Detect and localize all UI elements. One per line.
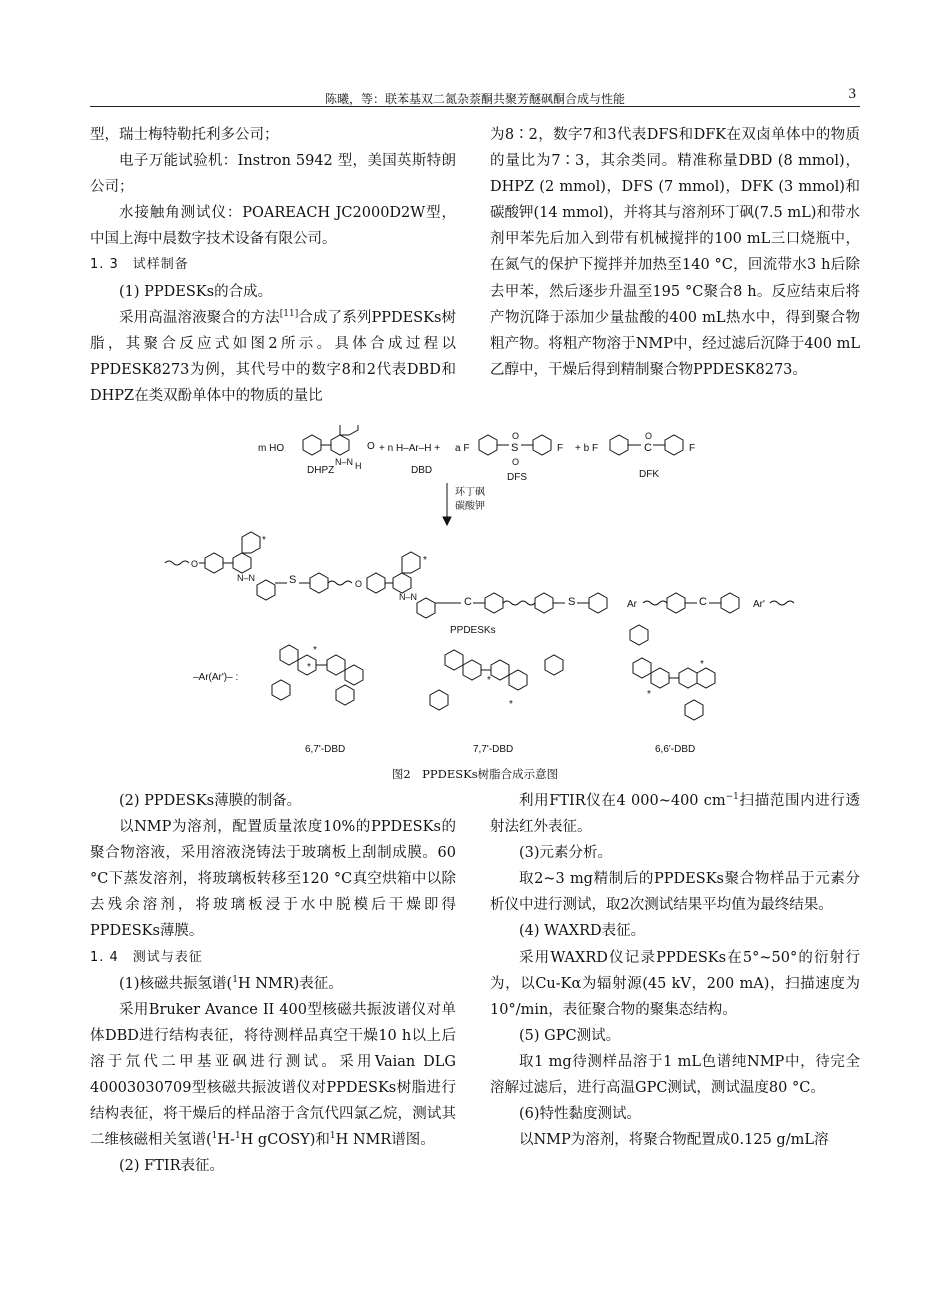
svg-text:*: * [262,535,266,546]
paragraph: 采用WAXRD仪记录PPDESKs在5°~50°的衍射行为，以Cu-Kα为辐射源(45 kV，200 mA)，扫描速度为10°/min，表征聚合物的聚集态结构。 [490,949,860,1018]
section-heading: 1. 3 试样制备 [90,257,189,273]
phthalazinone-ring [331,435,349,455]
paragraph: 以NMP为溶剂，配置质量浓度10%的PPDESKs的聚合物溶液，采用溶液浇铸法于玻璃板上刮制成膜。60 °C下蒸发溶剂，将玻璃板转移至120 °C真空烘箱中以除去残余溶剂，将玻璃板浸于水中脱模后干燥即得PPDESKs薄膜。 [90,819,456,940]
paragraph: 为8∶2，数字7和3代表DFS和DFK在双卤单体中的物质的量比为7∶3，其余类同。精准称量DBD (8 mmol)，DHPZ (2 mmol)，DFS (7 mmol)，DFK (3 mmol)和碳酸钾(14 mmol)，并将其与溶剂环丁砜(7.5 mL)和带水剂甲苯先后加入到带有机械搅拌的100 mL三口烧瓶中，在氮气的保护下搅拌并加热至140 °C，回流带水3 h后除去甲苯，然后逐步升温至195 °C聚合8 h。反应结束后将产物沉降于添加少量盐酸的400 mL热水中，得到聚合物粗产物。将粗产物溶于NMP中，经过滤后沉降于400 mL乙醇中，干燥后得到精制聚合物PPDESK8273。 [490,127,860,378]
subsection-heading: (4) WAXRD表征。 [519,923,646,940]
label-ar-prime: Ar' [753,599,765,610]
svg-text:O: O [645,431,653,441]
label-dhpz: DHPZ [307,465,335,476]
paragraph: 电子万能试验机：Instron 5942 型，美国英斯特朗公司； [90,153,456,196]
svg-text:C: C [644,442,652,454]
svg-text:S: S [289,574,297,586]
subsection-heading: (5) GPC测试。 [519,1027,621,1044]
subsection-heading: (2) FTIR表征。 [119,1158,225,1175]
benzo-ring [340,425,358,435]
svg-text:*: * [647,689,651,700]
reagent-solvent: 环丁砜 [455,487,485,498]
figure-caption: 图2 PPDESKs树脂合成示意图 [391,767,559,781]
reaction-scheme-figure [155,425,805,760]
running-header [90,88,860,107]
subsection-heading: (3)元素分析。 [519,845,613,862]
svg-text:S: S [568,596,576,608]
reagent-base: 碳酸钾 [455,501,485,512]
svg-text:F: F [689,443,696,454]
svg-text:F: F [557,443,564,454]
paragraph: 以NMP为溶剂，将聚合物配置成0.125 g/mL溶 [519,1132,829,1149]
isomer-67-dbd [272,645,363,755]
benzene-ring [303,435,321,455]
left-column-bottom [90,788,456,1179]
label-dfs: DFS [507,472,527,483]
paragraph: 利用FTIR仪在4 000~400 $cm^{-1}$扫描范围内进行透射法红外表征。 [490,792,860,836]
label-ar: Ar [627,599,637,610]
svg-text:C: C [464,596,472,608]
svg-text:*: * [423,555,427,566]
svg-text:O: O [512,457,520,467]
svg-text:+ b F: + b F [575,443,599,454]
polymer-chain-end [165,561,189,565]
svg-text:O: O [367,441,375,452]
page-number: 3 [848,86,856,102]
svg-text:*: * [307,662,311,673]
label-m-ho: m HO [258,443,285,454]
paragraph: 取1 mg待测样品溶于1 mL色谱纯NMP中，待完全溶解过滤后，进行高温GPC测试，测试温度80 °C。 [490,1053,860,1097]
left-column-top [90,122,456,409]
section-heading: 1. 4 测试与表征 [90,949,203,965]
svg-text:O: O [512,431,520,441]
svg-text:N–N: N–N [399,592,418,602]
subsection-heading: (1) PPDESKs的合成。 [119,283,273,300]
svg-text:*: * [509,699,513,710]
isomer-66-dbd [630,625,715,755]
label-dbd-formula: + n H–Ar–H + [379,443,441,454]
paragraph: 水接触角测试仪：POAREACH JC2000D2W型，中国上海中晨数字技术设备有限公司。 [90,205,456,248]
svg-text:O: O [191,559,199,569]
svg-text:H: H [355,461,362,471]
citation: [11] [279,308,299,319]
svg-text:*: * [487,675,491,686]
label-isomer-1: 6,7'-DBD [305,744,346,755]
paragraph: 采用高温溶液聚合的方法[11]合成了系列PPDESKs树脂，其聚合反应式如图2所示。具体合成过程以PPDESK8273为例，其代号中的数字8和2代表DBD和DHPZ在类双酚单体中的物质的量比 [90,308,457,404]
label-isomer-3: 6,6'-DBD [655,744,696,755]
svg-text:C: C [699,596,707,608]
svg-text:N–N: N–N [335,457,354,467]
subsection-heading: (1)核磁共振氢谱($^1$H NMR)表征。 [119,974,343,992]
label-dfk: DFK [639,469,659,480]
paragraph: 型，瑞士梅特勒托利多公司； [90,127,279,143]
paragraph: 取2~3 mg精制后的PPDESKs聚合物样品于元素分析仪中进行测试，取2次测试结果平均值为最终结果。 [490,871,860,914]
running-title: 陈曦，等：联苯基双二氮杂萘酮共聚芳醚砜酮合成与性能 [324,92,625,106]
svg-text:a F: a F [455,443,470,454]
right-column-top [490,122,860,383]
label-isomer-2: 7,7'-DBD [473,744,514,755]
svg-text:N–N: N–N [237,573,256,583]
svg-text:*: * [700,659,704,670]
label-ar-definition: –Ar(Ar')– : [193,672,239,683]
svg-text:O: O [355,579,363,589]
subsection-heading: (6)特性黏度测试。 [519,1106,642,1123]
svg-text:S: S [511,442,519,454]
right-column-bottom [490,788,860,1153]
isomer-77-dbd [430,650,563,755]
svg-text:*: * [313,645,317,656]
paragraph: 采用Bruker Avance II 400型核磁共振波谱仪对单体DBD进行结构表征，将待测样品真空干燥10 h以上后溶于氘代二甲基亚砜进行测试。采用Vaian DLG 40003030709型核磁共振波谱仪对PPDESKs树脂进行结构表征，将干燥后的样品溶于含氘代四氯乙烷，测试其二维核磁相关氢谱($^1$H-$^1$H gCOSY)和$^1$H NMR谱图。 [90,1001,456,1149]
label-ppdesks: PPDESKs [450,625,496,636]
label-dbd: DBD [411,465,433,476]
subsection-heading: (2) PPDESKs薄膜的制备。 [119,793,302,809]
